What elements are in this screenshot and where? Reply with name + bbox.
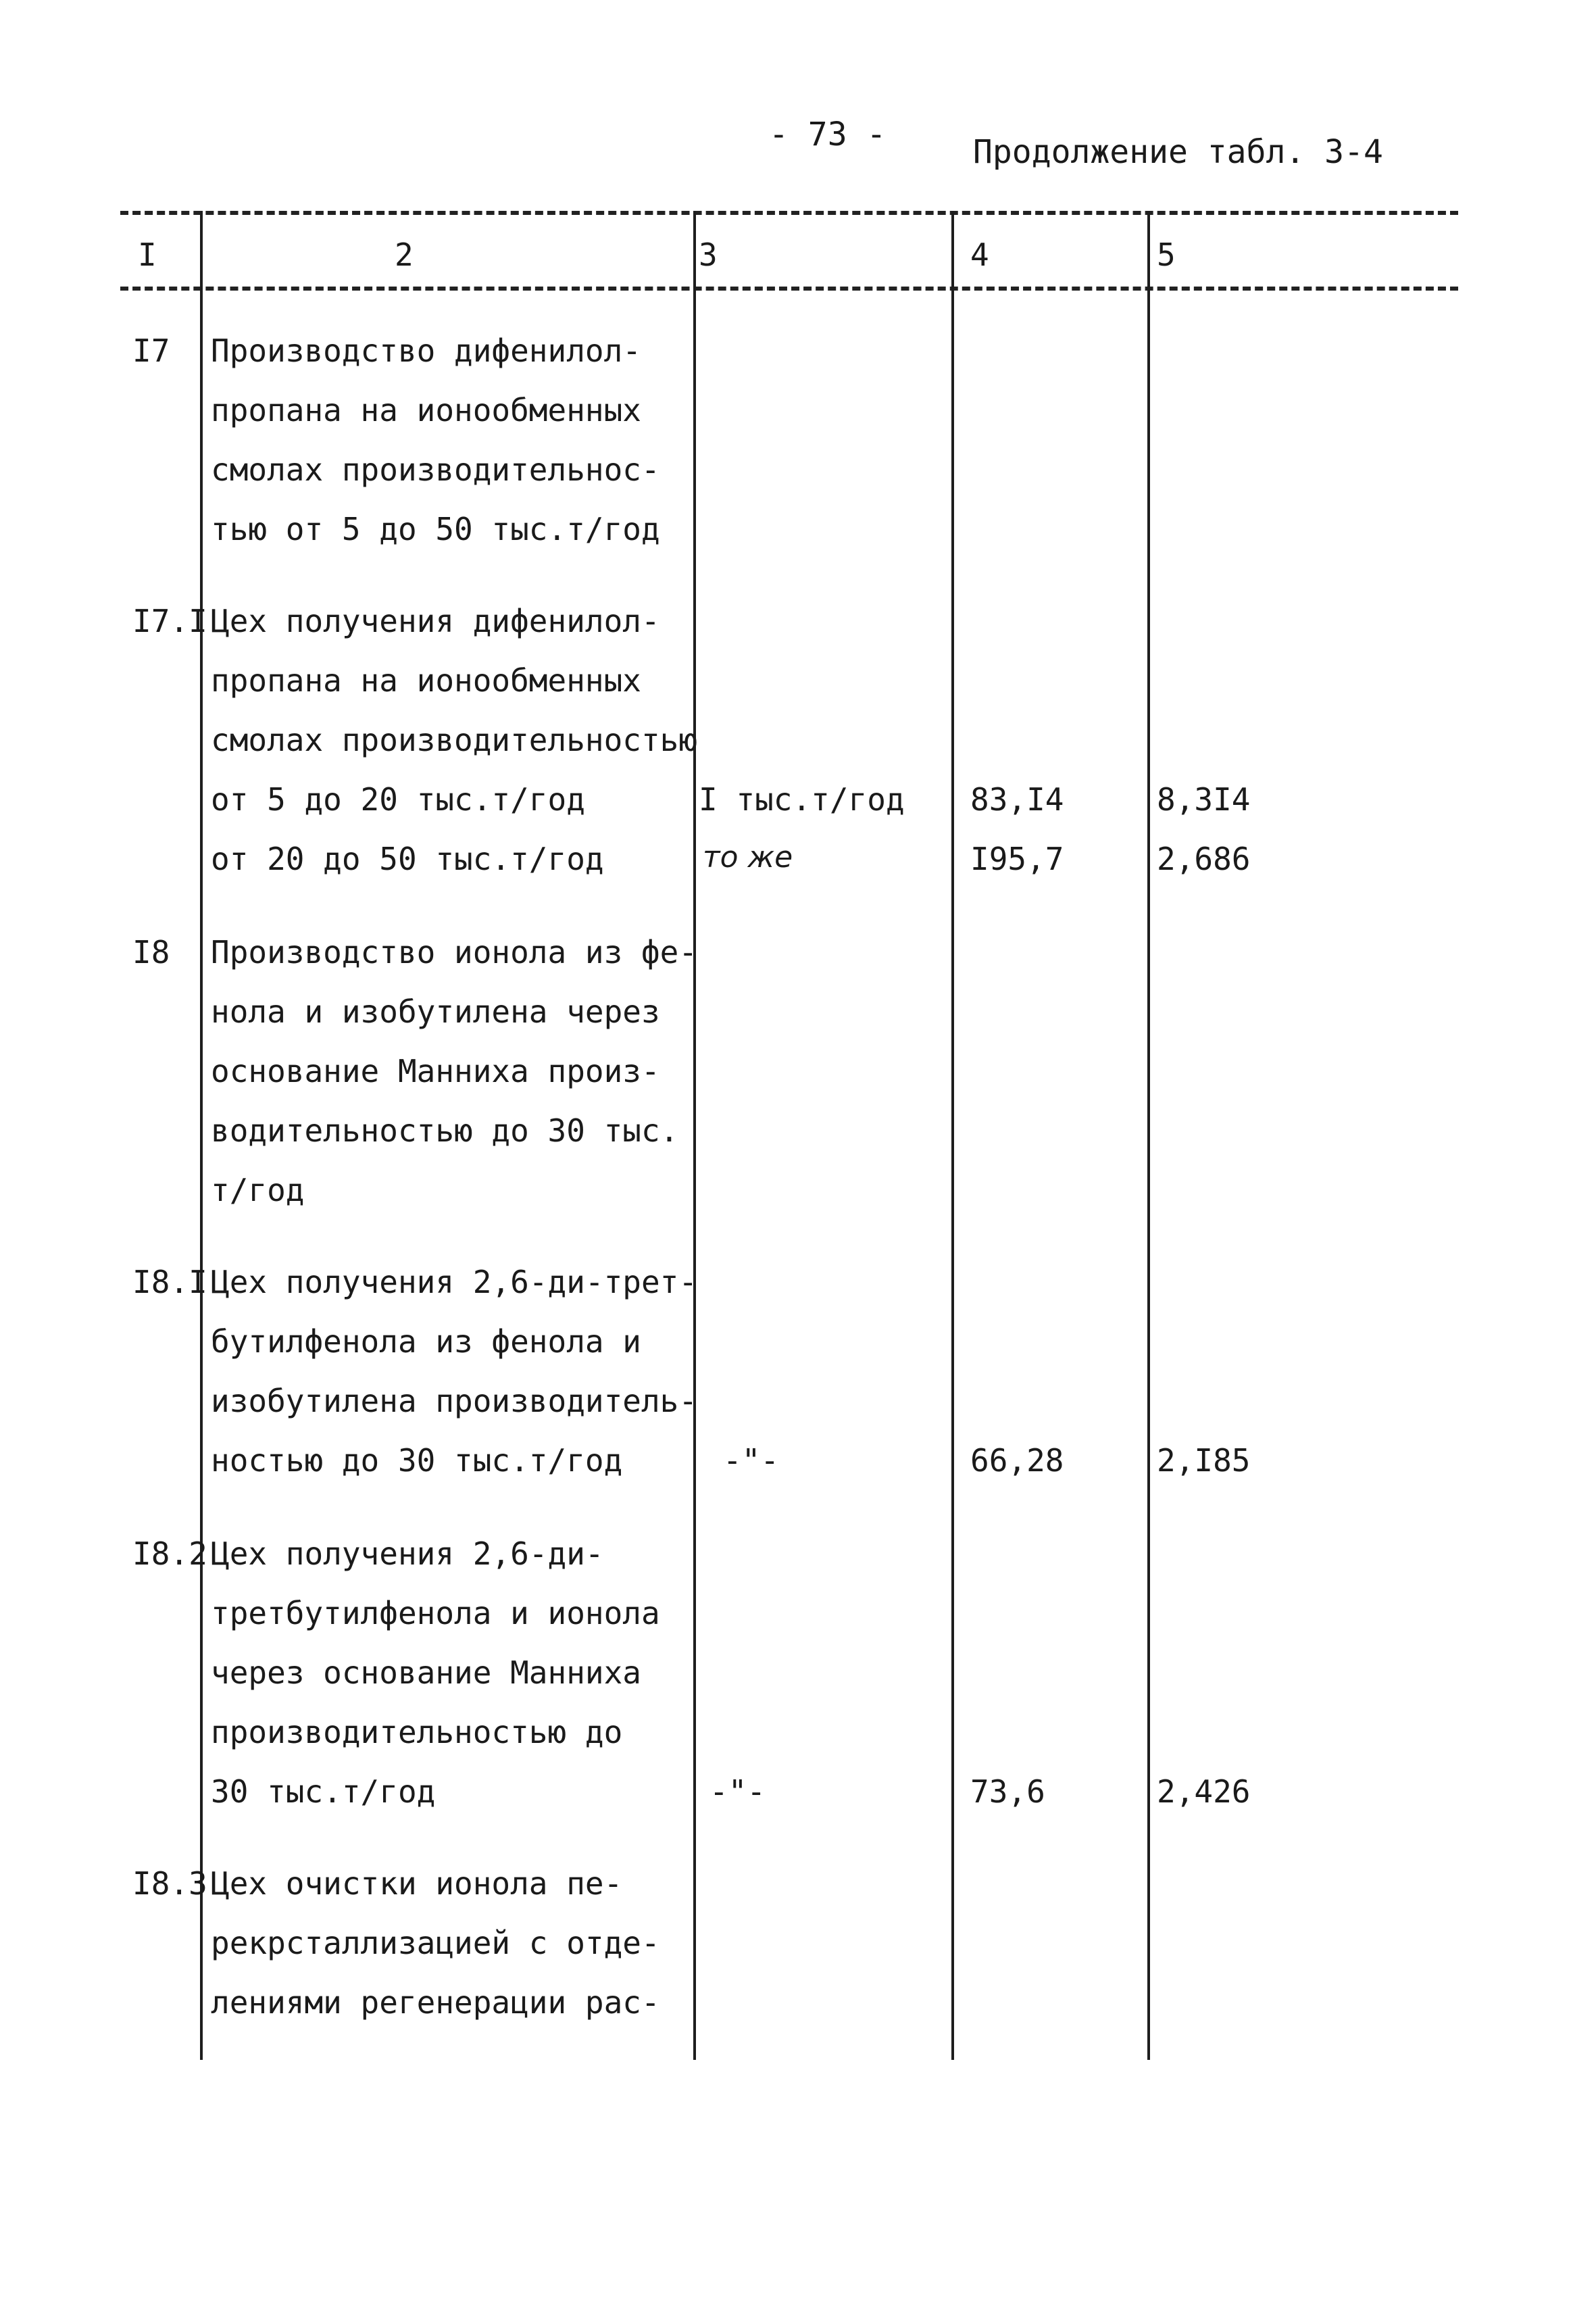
row-description-line: рекрсталлизацией с отде- <box>211 1925 660 1961</box>
column-divider-1 <box>200 211 203 2060</box>
row-number: I7.I <box>132 603 207 639</box>
row-description-line: основание Манниха произ- <box>211 1053 660 1089</box>
table-top-rule <box>120 211 1458 215</box>
row-description-line: Цех получения 2,6-ди- <box>211 1535 604 1572</box>
row-description-line: водительностью до 30 тыс. <box>211 1112 679 1149</box>
row-number: I8.2 <box>132 1535 207 1572</box>
subrow-range: от 5 до 20 тыс.т/год <box>211 781 585 818</box>
row-description-line: т/год <box>211 1172 305 1208</box>
unit-cell-handwritten: то же <box>703 840 793 875</box>
value-col4: I95,7 <box>970 841 1064 877</box>
header-bottom-rule <box>120 287 1458 291</box>
unit-cell: I тыс.т/год <box>699 781 905 818</box>
value-col4: 73,6 <box>970 1773 1045 1810</box>
value-col5: 2,686 <box>1157 841 1251 877</box>
unit-ditto: -"- <box>709 1773 766 1810</box>
row-description-line: лениями регенерации рас- <box>211 1984 660 2021</box>
value-col4: 66,28 <box>970 1442 1064 1479</box>
col-header-3: 3 <box>699 237 718 273</box>
row-description-line: Цех получения дифенилол- <box>211 603 660 639</box>
row-description-line: пропана на ионообменных <box>211 392 641 428</box>
col-header-2: 2 <box>395 237 414 273</box>
row-description-line: нола и изобутилена через <box>211 993 660 1030</box>
row-description-line: тью от 5 до 50 тыс.т/год <box>211 511 660 547</box>
row-description-line: Производство дифенилол- <box>211 333 641 369</box>
row-description-line: ностью до 30 тыс.т/год <box>211 1442 623 1479</box>
row-number: I8 <box>132 934 170 970</box>
unit-ditto: -"- <box>723 1442 780 1479</box>
col-header-4: 4 <box>970 237 989 273</box>
row-description-line: смолах производительнос- <box>211 451 660 488</box>
row-description-line: смолах производительностью <box>211 722 698 758</box>
row-number: I8.I <box>132 1264 207 1300</box>
column-divider-2 <box>693 211 696 2060</box>
page-number: - 73 - <box>769 116 887 153</box>
value-col4: 83,I4 <box>970 781 1064 818</box>
value-col5: 2,I85 <box>1157 1442 1251 1479</box>
row-description-line: изобутилена производитель- <box>211 1383 698 1419</box>
row-description-line: производительностью до <box>211 1714 623 1750</box>
column-divider-4 <box>1147 211 1150 2060</box>
row-number: I8.3 <box>132 1865 207 1902</box>
row-description-line: пропана на ионообменных <box>211 662 641 699</box>
row-description-line: 30 тыс.т/год <box>211 1773 436 1810</box>
row-description-line: третбутилфенола и ионола <box>211 1595 660 1631</box>
subrow-range: от 20 до 50 тыс.т/год <box>211 841 604 877</box>
row-number: I7 <box>132 333 170 369</box>
col-header-5: 5 <box>1157 237 1176 273</box>
row-description-line: бутилфенола из фенола и <box>211 1323 641 1360</box>
row-description-line: Цех очистки ионола пе- <box>211 1865 623 1902</box>
col-header-1: I <box>138 237 157 273</box>
row-description-line: через основание Манниха <box>211 1654 641 1691</box>
row-description-line: Цех получения 2,6-ди-трет- <box>211 1264 698 1300</box>
value-col5: 8,3I4 <box>1157 781 1251 818</box>
row-description-line: Производство ионола из фе- <box>211 934 698 970</box>
table-continuation-label: Продолжение табл. 3-4 <box>973 133 1383 171</box>
column-divider-3 <box>951 211 954 2060</box>
value-col5: 2,426 <box>1157 1773 1251 1810</box>
